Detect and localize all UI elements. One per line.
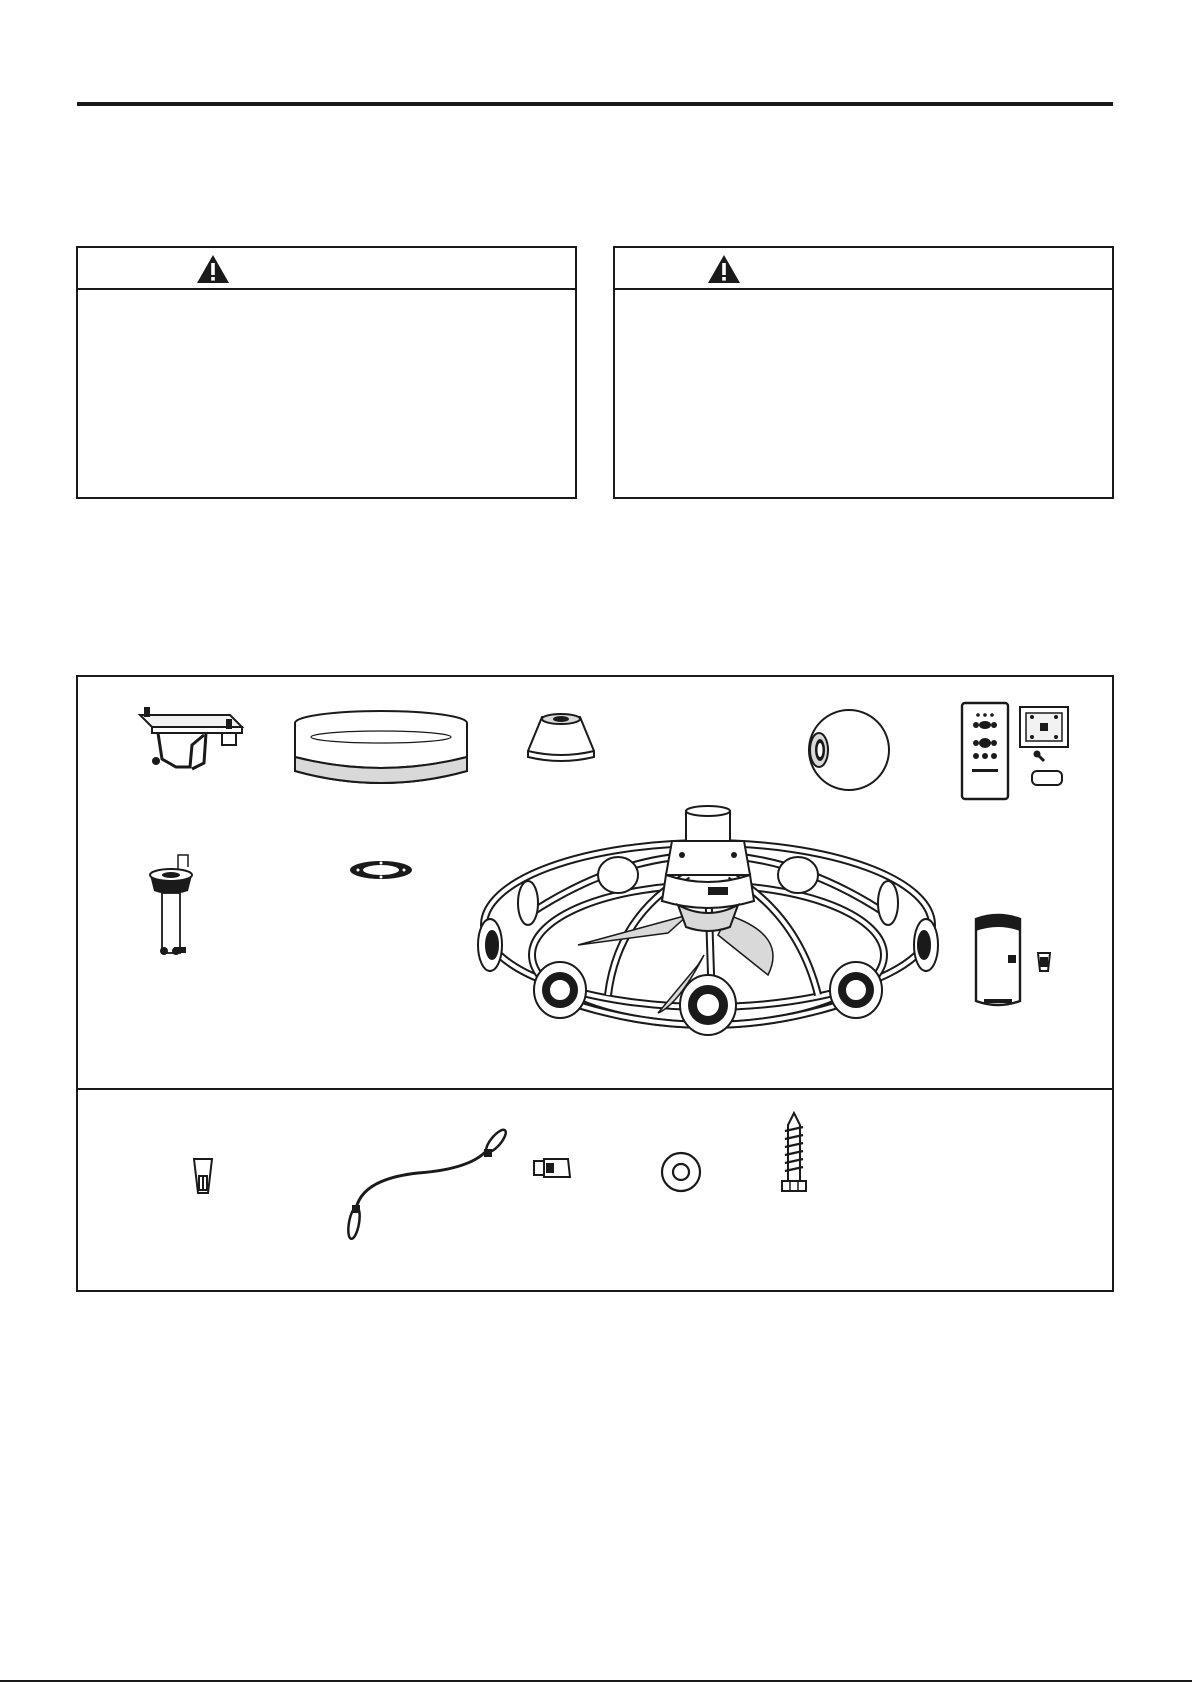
warning-box-header	[78, 248, 575, 290]
remote-control-kit-drawing	[960, 701, 1080, 801]
glass-globe-drawing	[806, 707, 892, 793]
ceiling-gasket-drawing	[348, 859, 414, 881]
warning-box-header	[615, 248, 1112, 290]
warning-box-right	[613, 246, 1114, 499]
warning-triangle-icon	[707, 254, 741, 284]
downrod-drawing	[144, 853, 214, 963]
receiver-kit-drawing	[972, 913, 1062, 1009]
parts-divider	[78, 1088, 1112, 1090]
canopy-ring-drawing	[291, 709, 471, 791]
connector-clip-drawing	[532, 1153, 572, 1183]
mounting-bracket-drawing	[130, 705, 250, 775]
top-rule	[77, 102, 1113, 106]
bottom-rule	[0, 1680, 1192, 1682]
wood-screw-drawing	[776, 1111, 812, 1199]
parts-box	[76, 675, 1114, 1292]
safety-cable-drawing	[342, 1129, 508, 1239]
warning-box-left	[76, 246, 577, 499]
wire-connector-drawing	[192, 1157, 214, 1197]
fan-motor-with-cage-drawing	[468, 805, 948, 1037]
warning-triangle-icon	[196, 254, 230, 284]
washer-drawing	[660, 1151, 702, 1193]
canopy-cover-drawing	[522, 711, 600, 763]
